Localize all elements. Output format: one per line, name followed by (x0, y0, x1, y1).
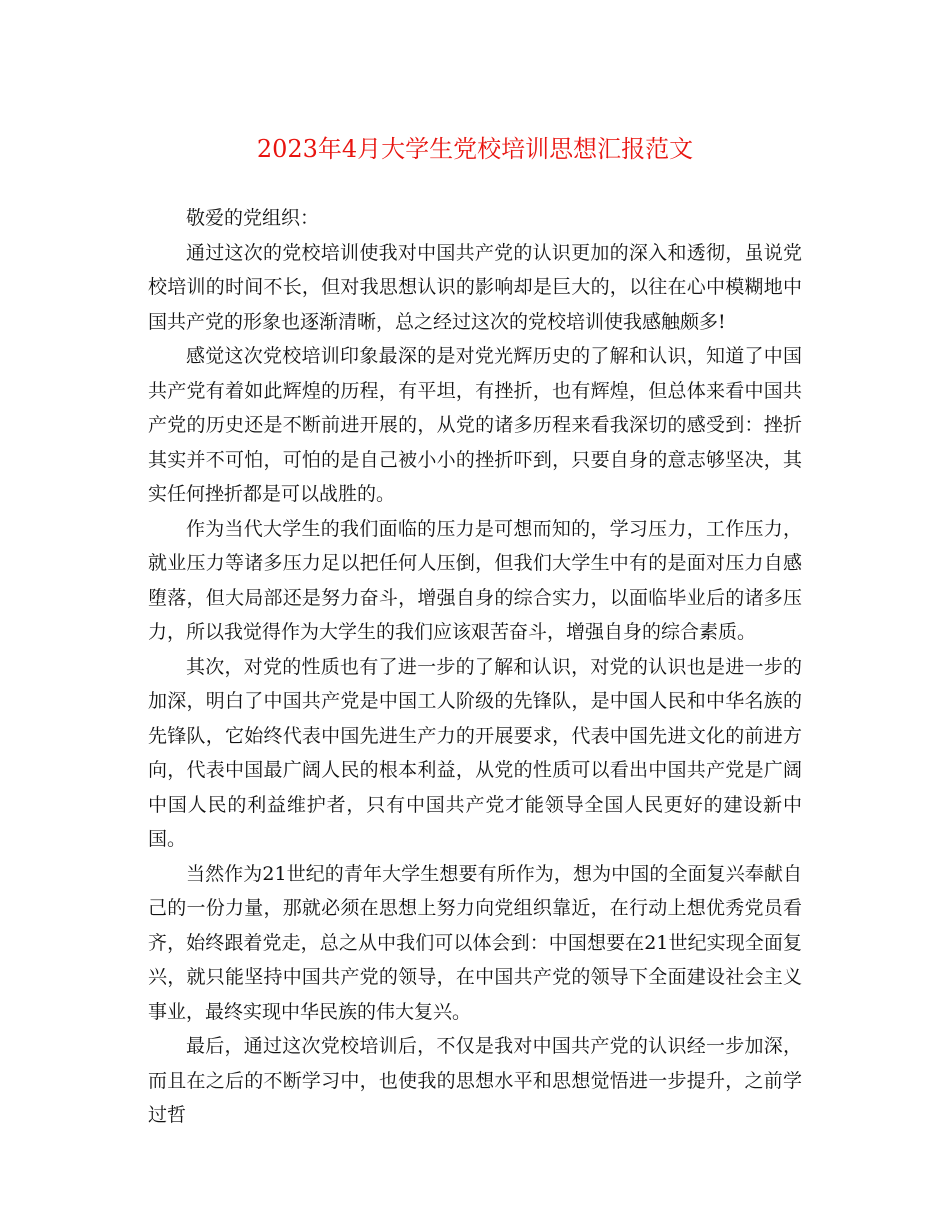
paragraph: 当然作为21世纪的青年大学生想要有所作为，想为中国的全面复兴奉献自己的一份力量，那就必须在思想上努力向党组织靠近，在行动上想优秀党员看齐，始终跟着党走，总之从中我们可以体会到：中国想要在21世纪实现全面复兴，就只能坚持中国共产党的领导，在中国共产党的领导下全面建设社会主义事业，最终实现中华民族的伟大复兴。 (148, 862, 802, 1023)
document-title: 2023年4月大学生党校培训思想汇报范文 (256, 135, 694, 163)
paragraph: 最后，通过这次党校培训后，不仅是我对中国共产党的认识经一步加深，而且在之后的不断学习中，也使我的思想水平和思想觉悟进一步提升，之前学过哲 (148, 1035, 802, 1126)
paragraph: 作为当代大学生的我们面临的压力是可想而知的，学习压力，工作压力，就业压力等诸多压力足以把任何人压倒，但我们大学生中有的是面对压力自感堕落，但大局部还是努力奋斗，增强自身的综合实力，以面临毕业后的诸多压力，所以我觉得作为大学生的我们应该艰苦奋斗，增强自身的综合素质。 (148, 517, 802, 643)
salutation: 敬爱的党组织： (186, 207, 320, 229)
paragraph: 其次，对党的性质也有了进一步的了解和认识，对党的认识也是进一步的加深，明白了中国共产党是中国工人阶级的先锋队，是中国人民和中华名族的先锋队，它始终代表中国先进生产力的开展要求，代表中国先进文化的前进方向，代表中国最广阔人民的根本利益，从党的性质可以看出中国共产党是广阔中国人民的利益维护者，只有中国共产党才能领导全国人民更好的建设新中国。 (148, 655, 802, 850)
document-body (148, 201, 802, 1133)
paragraph: 感觉这次党校培训印象最深的是对党光辉历史的了解和认识，知道了中国共产党有着如此辉煌的历程，有平坦，有挫折，也有辉煌，但总体来看中国共产党的历史还是不断前进开展的，从党的诸多历程来看我深切的感受到：挫折其实并不可怕，可怕的是自己被小小的挫折吓到，只要自身的意志够坚决，其实任何挫折都是可以战胜的。 (148, 345, 802, 505)
paragraph: 通过这次的党校培训使我对中国共产党的认识更加的深入和透彻，虽说党校培训的时间不长，但对我思想认识的影响却是巨大的，以往在心中模糊地中国共产党的形象也逐渐清晰，总之经过这次的党校培训使我感触颇多! (148, 241, 802, 333)
